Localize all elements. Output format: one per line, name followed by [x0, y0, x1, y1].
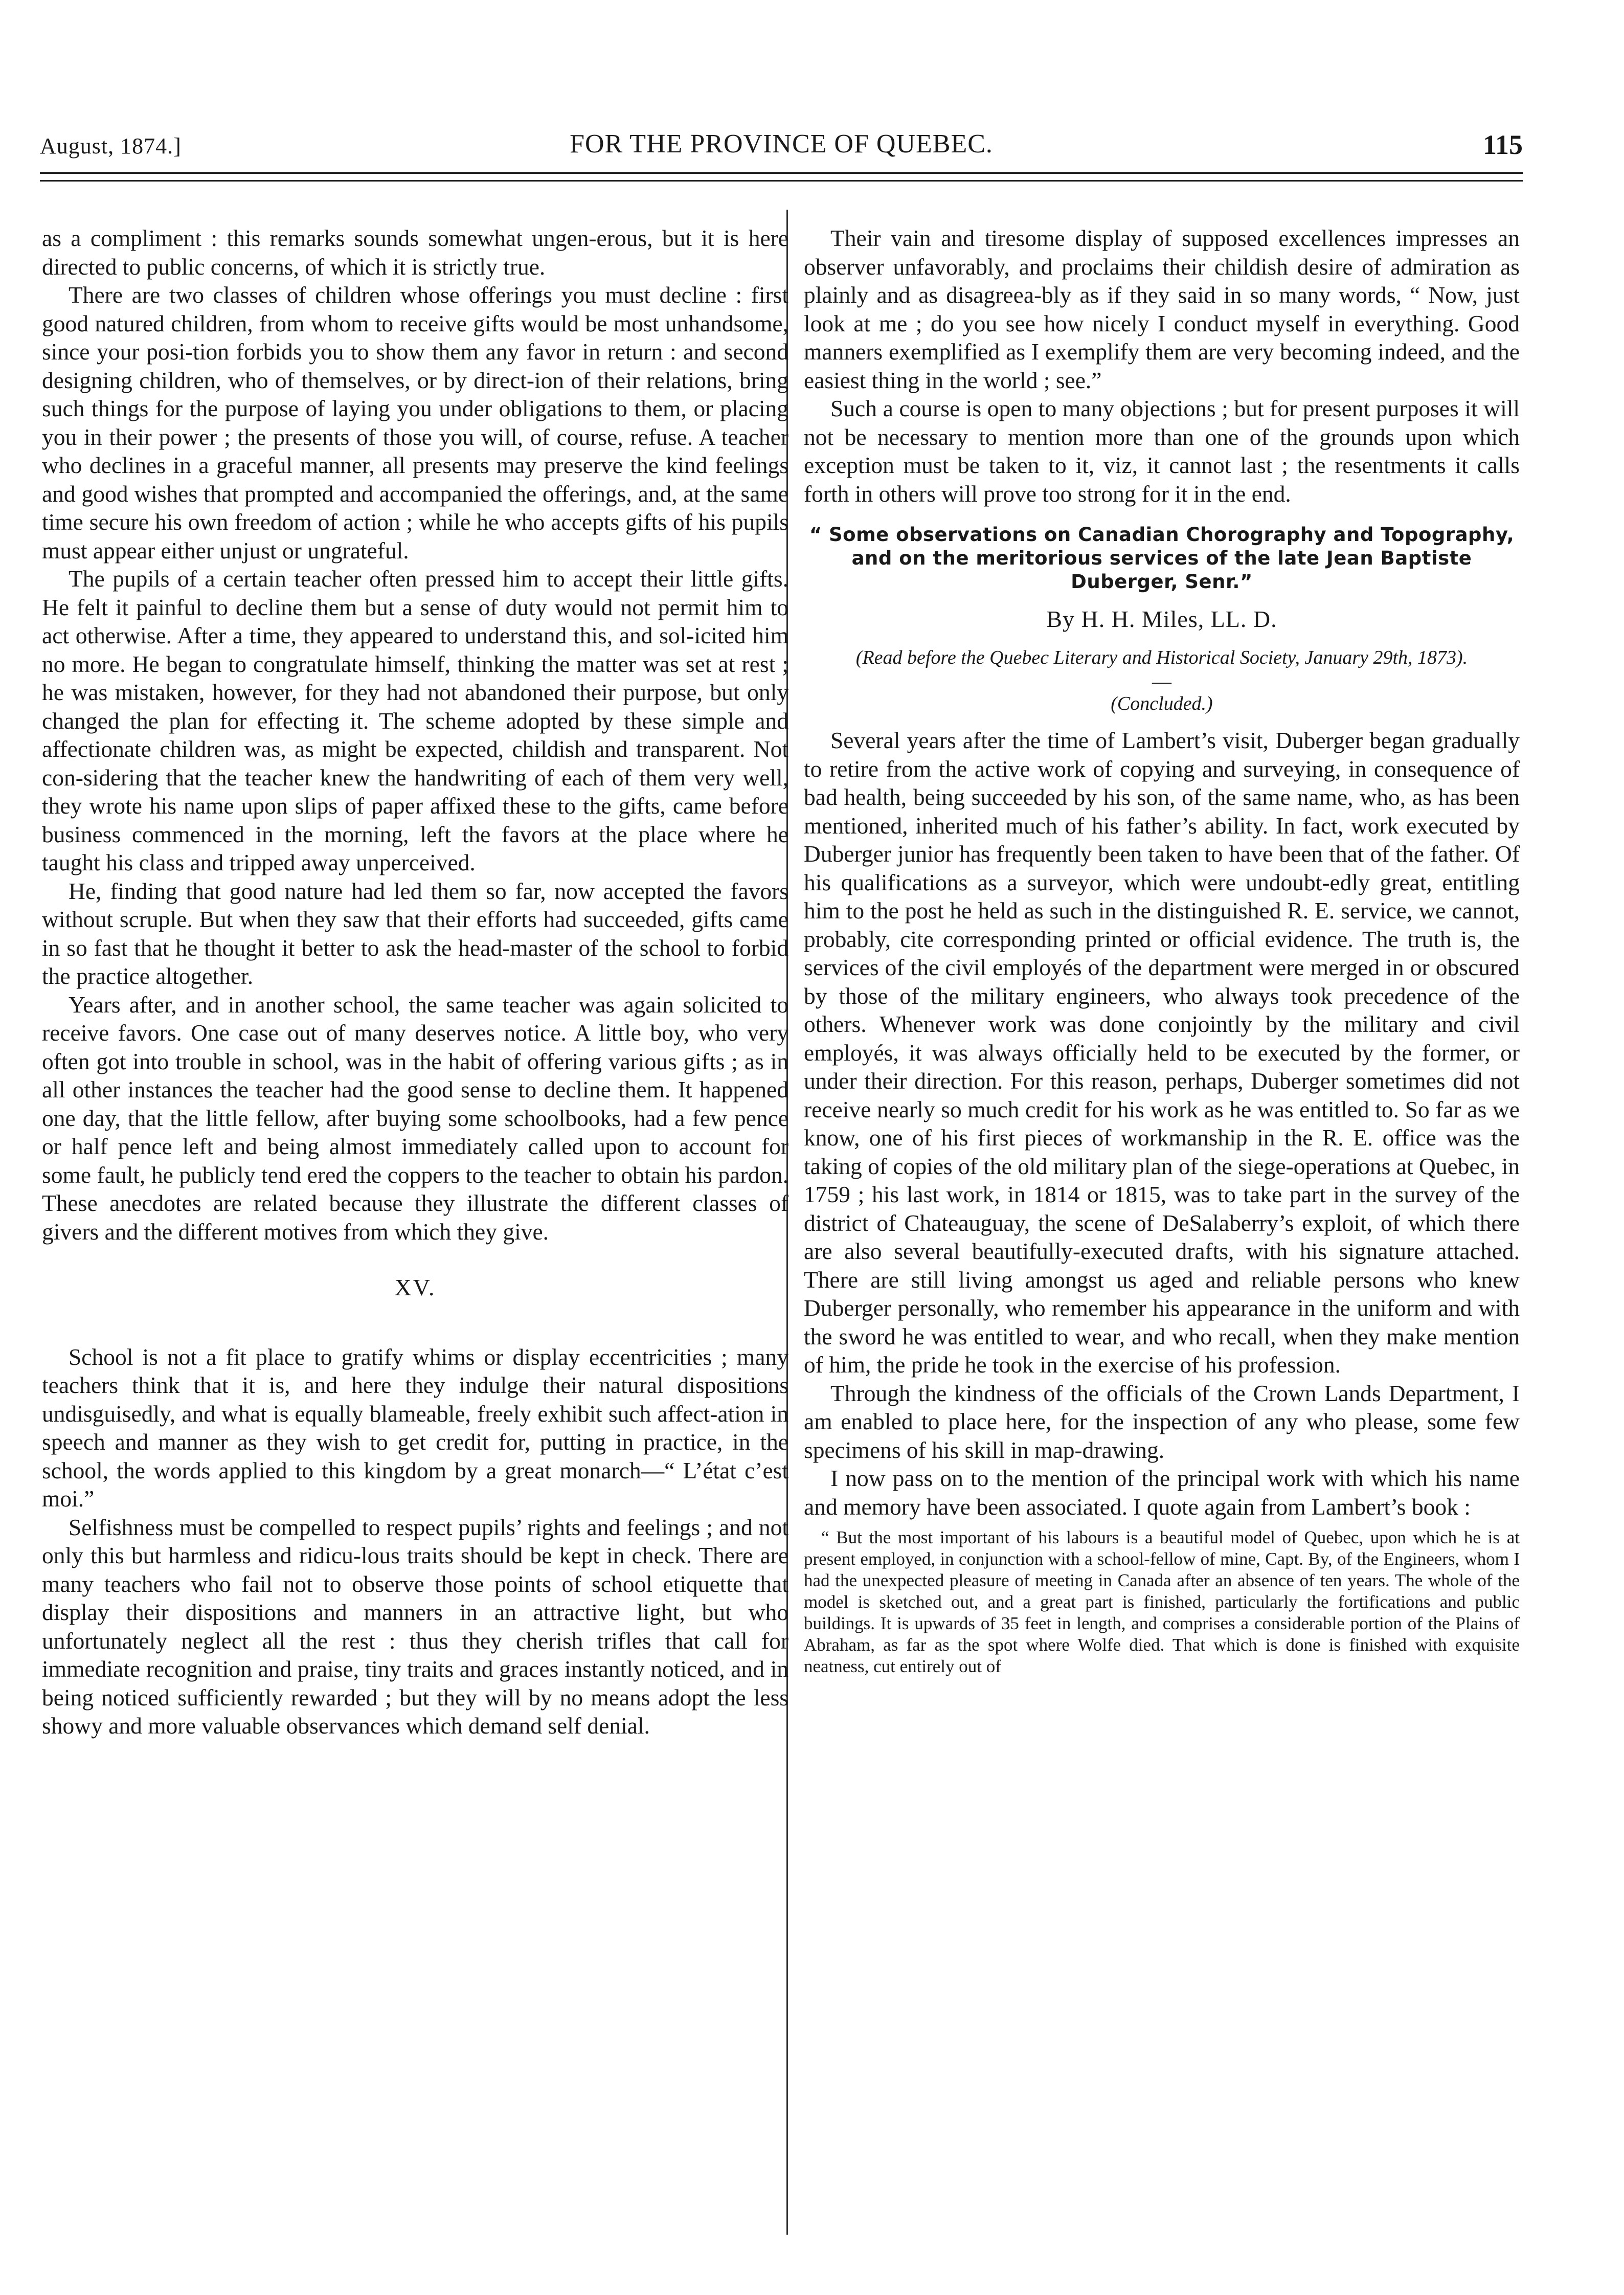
header-title: FOR THE PROVINCE OF QUEBEC.	[570, 129, 993, 159]
concluded-note: (Concluded.)	[1111, 692, 1213, 714]
paragraph: Their vain and tiresome display of supposed excellences impresses an observer unfavorably, and proclaims their childish desire of admiration as plainly and as disagreea-bly as if they said in so many words, “ Now, just look at me ; do you see how nicely I conduct myself in everything. Good manners exemplified as I exemplify them are very becoming indeed, and the easiest thing in the world ; see.”	[804, 225, 1520, 393]
paragraph: Several years after the time of Lambert’s visit, Duberger began gradually to retire from the active work of copying and surveying, in consequence of bad health, being succeeded by his son, of the same name, who, as has been mentioned, inherited much of his father’s ability. In fact, work executed by Duberger junior has frequently been taken to have been that of the father. Of his qualifications as a surveyor, which were undoubt-edly great, entitling him to the post he held as such in the distinguished R. E. service, we cannot, probably, cite corresponding printed or official evidence. The truth is, the services of the civil employés of the department were merged in or obscured by those of the military engineers, who always took precedence of the others. Whenever work was done conjointly by the military and civil employés, it was always officially held to be executed by the former, or under their direction. For this reason, perhaps, Duberger sometimes did not receive nearly so much credit for his work as he was entitled to. So far as we know, one of his first pieces of workmanship in the R. E. office was the taking of copies of the old military plan of the siege-operations at Quebec, in 1759 ; his last work, in 1814 or 1815, was to take part in the survey of the district of Chateauguay, the scene of DeSalaberry’s exploit, of which there are also several beautifully-executed drafts, with his signature attached. There are still living amongst us aged and reliable persons who knew Duberger personally, who remember his appearance in the uniform and with the sword he was entitled to wear, and who recall, when they make mention of him, the pride he took in the exercise of his profession.	[804, 727, 1520, 1378]
paragraph: He, finding that good nature had led them so far, now accepted the favors without scruple. But when they saw that their efforts had succeeded, gifts came in so fast that he thought it better to ask the head-master of the school to forbid the practice altogether.	[42, 878, 788, 989]
page-number: 115	[1482, 129, 1523, 160]
article-title: “ Some observations on Canadian Chorography and Topography, and on the meritorious services of the late Jean Baptiste Duberger, Senr.”	[809, 524, 1515, 593]
page-header	[40, 127, 1523, 163]
block-quote: “ But the most important of his labours is a beautiful model of Quebec, upon which he is at present employed, in conjunction with a school-fellow of mine, Capt. By, of the Engineers, whom I had the unexpected pleasure of meeting in Canada after an absence of ten years. The whole of the model is sketched out, and a great part is finished, particularly the fortifications and public buildings. It is upwards of 35 feet in length, and comprises a considerable portion of the Plains of Abraham, as far as the spot where Wolfe died. That which is done is finished with exquisite neatness, cut entirely out of	[804, 1527, 1520, 1676]
left-column	[42, 224, 788, 1740]
paragraph: I now pass on to the mention of the principal work with which his name and memory have been associated. I quote again from Lambert’s book :	[804, 1465, 1520, 1520]
section-heading: XV.	[394, 1274, 436, 1300]
paragraph: Years after, and in another school, the same teacher was again solicited to receive favors. One case out of many deserves notice. A little boy, who very often got into trouble in school, was in the habit of offering various gifts ; as in all other instances the teacher had the good sense to decline them. It happened one day, that the little fellow, after buying some schoolbooks, had a few pence or half pence left and being almost immediately called upon to account for some fault, he publicly tend ered the coppers to the teacher to obtain his pardon. These anecdotes are related because they illustrate the different classes of givers and the different motives from which they give.	[42, 991, 788, 1245]
article-byline: By H. H. Miles, LL. D.	[1046, 606, 1277, 632]
separator-dash: —	[1152, 670, 1171, 692]
paragraph: as a compliment : this remarks sounds somewhat ungen-erous, but it is here directed to public concerns, of which it is strictly true.	[42, 225, 788, 280]
header-date: August, 1874.]	[40, 133, 182, 159]
read-before-note: (Read before the Quebec Literary and Historical Society, January 29th, 1873).	[855, 646, 1468, 668]
paragraph: There are two classes of children whose offerings you must decline : first good natured children, from whom to receive gifts would be most unhandsome, since your posi-tion forbids you to show them any favor in return : and second designing children, who of themselves, or by direct-ion of their relations, bring such things for the purpose of laying you under obligations to them, or placing you in their power ; the presents of those you will, of course, refuse. A teacher who declines in a graceful manner, all presents may preserve the kind feelings and good wishes that prompted and accompanied the offerings, and, at the same time secure his own freedom of action ; while he who accepts gifts of his pupils must appear either unjust or ungrateful.	[42, 282, 788, 564]
right-column	[804, 224, 1520, 1677]
paragraph: Through the kindness of the officials of the Crown Lands Department, I am enabled to place here, for the inspection of any who please, some few specimens of his skill in map-drawing.	[804, 1380, 1520, 1463]
paragraph: Such a course is open to many objections ; but for present purposes it will not be necessary to mention more than one of the grounds upon which exception must be taken to it, viz, it cannot last ; the resentments it calls forth in others will prove too strong for it in the end.	[804, 395, 1520, 507]
paragraph: The pupils of a certain teacher often pressed him to accept their little gifts. He felt it painful to decline them but a sense of duty would not permit him to act otherwise. After a time, they appeared to understand this, and sol-icited him no more. He began to congratulate himself, thinking the matter was set at rest ; he was mistaken, however, for they had not abandoned their purpose, but only changed the plan for effecting it. The scheme adopted by these simple and affectionate children was, as might be expected, childish and transparent. Not con-sidering that the teacher knew the handwriting of each of them very well, they wrote his name upon slips of paper affixed these to the gifts, came before business commenced in the morning, left the favors at the place where he taught his class and tripped away unperceived.	[42, 566, 788, 875]
header-rule-double	[40, 180, 1523, 182]
paragraph: School is not a fit place to gratify whims or display eccentricities ; many teachers think that it is, and here they indulge their natural dispositions undisguisedly, and what is equally blameable, freely exhibit such affect-ation in speech and manner as they wish to get credit for, putting in practice, in the school, the words applied to this kingdom by a great monarch—“ L’état c’est moi.”	[42, 1343, 788, 1512]
header-rule	[40, 172, 1523, 174]
paragraph: Selfishness must be compelled to respect pupils’ rights and feelings ; and not only this but harmless and ridicu-lous traits should be kept in check. There are many teachers who fail not to observe those points of school etiquette that display their dispositions and manners in an attractive light, but who unfortunately neglect all the rest : thus they cherish trifles that call for immediate recognition and praise, tiny traits and graces instantly noticed, and in being noticed sufficiently rewarded ; but they will by no means adopt the less showy and more valuable observances which demand self denial.	[42, 1514, 788, 1739]
